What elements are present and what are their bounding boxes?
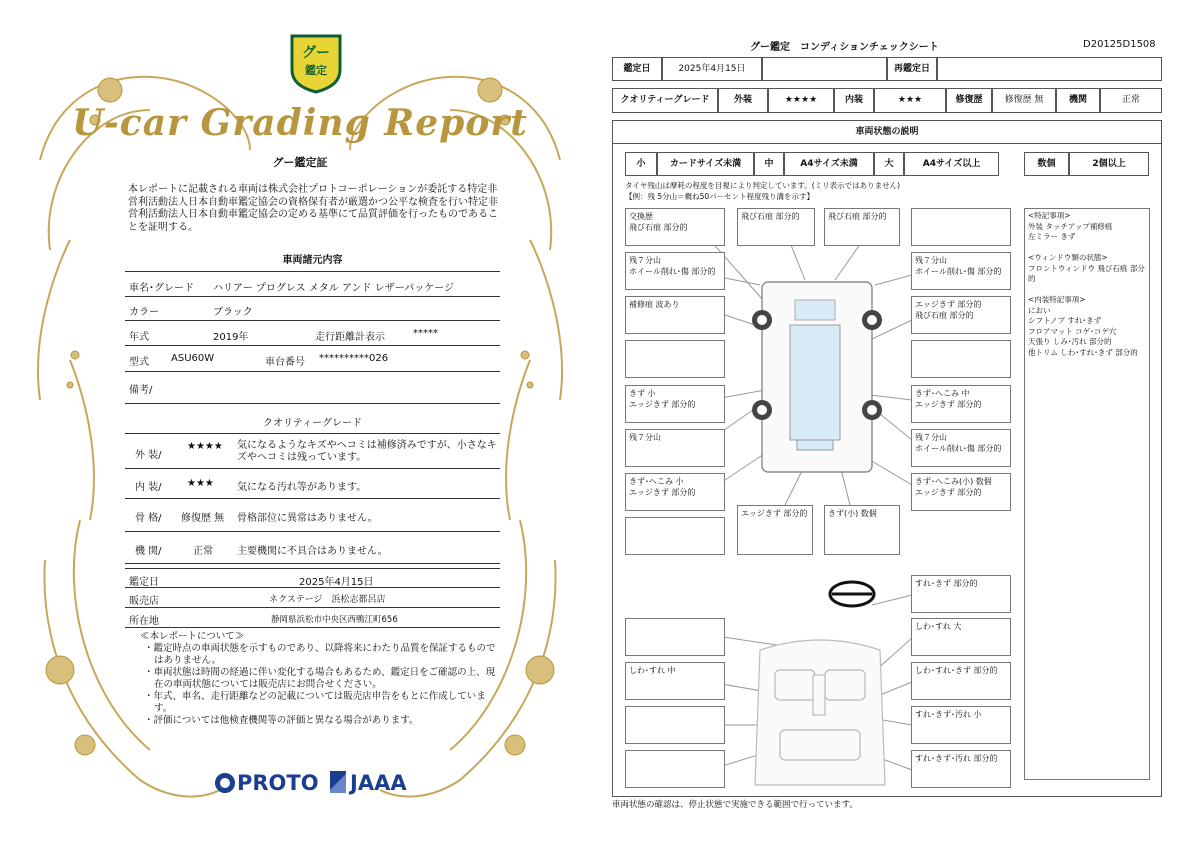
proto-mark-icon [215,773,235,793]
jaaa-logo-text: JAAA [350,771,407,795]
condition-check-sheet [600,0,1200,848]
reinspect-value-cell [937,57,1162,81]
proto-logo [215,771,319,795]
engine-label-cell: 機関 [1056,88,1100,113]
damage-box: 飛び石痕 部分的 [824,208,900,246]
interior-value-cell: ★★★ [874,88,946,113]
grade-row-interior [125,469,500,499]
chassis-value: **********026 [319,353,389,364]
note-item: ・車両状態は時間の経過に伴い変化する場合もあるため、鑑定日をご確認の上、現在の車両状態については販売店にお問合せください。 [144,667,496,690]
spec-row-remarks [125,372,500,404]
date-value-cell: 2025年4月15日 [662,57,762,81]
shop-label: 販売店 [129,596,159,607]
interior-box: しわ･すれ･きず 部分的 [911,662,1011,700]
size-mid-desc: A4サイズ未満 [784,152,874,176]
proto-logo-text: PROTO [237,771,319,795]
spec-heading: 車両諸元内容 [282,255,343,266]
damage-box: 飛び石痕 部分的 [737,208,815,246]
note-item: ・評価については他検査機関等の評価と異なる場合があります。 [144,715,419,726]
interior-box: しわ･すれ 大 [911,618,1011,656]
count-label: 数個 [1024,152,1069,176]
color-value: ブラック [213,307,253,318]
name-label: 車名･グレード [129,283,194,294]
tire-note-2: 【例：残 5分山＝概ね50パーセント程度残り溝を示す】 [625,192,815,201]
repair-label-cell: 修復歴 [946,88,992,113]
color-label: カラー [129,307,159,318]
address-value: 静岡県浜松市中央区西鴨江町656 [271,615,398,625]
mileage-value: ***** [413,328,438,339]
repair-value-cell: 修復歴 無 [992,88,1056,113]
condition-section-title: 車両状態の説明 [612,120,1162,144]
date-label-cell: 鑑定日 [612,57,662,81]
engine-value-cell: 正常 [1100,88,1162,113]
report-title: U-car Grading Report [72,102,528,144]
grade-label-cell: クオリティーグレード [612,88,718,113]
interior-box: すれ･きず･汚れ 部分的 [911,750,1011,788]
mileage-label: 走行距離計表示 [315,332,385,343]
report-notes [140,631,500,727]
jaaa-logo [330,771,407,795]
interior-box [625,750,725,788]
engine-value: 正常 [193,546,213,557]
reinspect-label-cell: 再鑑定日 [887,57,937,81]
interior-label-cell: 内装 [834,88,874,113]
note-item: ・鑑定時点の車両状態を示すものであり、以降将来にわたり品質を保証するものではありません。 [144,643,496,666]
engine-desc: 主要機関に不具合はありません。 [237,546,388,557]
count-desc: 2個以上 [1069,152,1149,176]
size-small-desc: カードサイズ未満 [657,152,754,176]
damage-box: 交換歴 飛び石痕 部分的 [625,208,725,246]
grade-row-engine [125,532,500,564]
info-row-shop [125,588,500,608]
date-label: 鑑定日 [129,577,159,588]
interior-box [625,618,725,656]
exterior-value-cell: ★★★★ [768,88,834,113]
certificate-heading: グー鑑定証 [272,156,328,169]
special-notes-box: <特記事項> 外装 タッチアップ補修痕 左ミラー きず <ウィンドウ類の状態> フロントウィンドウ 飛び石痕 部分的 <内装特記事項> におい シフトノブ すれ･きず フロアマット コゲ･コゲ穴 天張り しみ･汚れ 部分的 他トリム しわ･すれ･きず 部分的 [1024,208,1150,780]
model-label: 型式 [129,357,149,368]
spec-row-name [125,271,500,297]
info-row-date [125,568,500,588]
damage-box [911,340,1011,378]
grade-row-exterior [125,433,500,469]
interior-box [625,706,725,744]
certificate-intro: 本レポートに記載される車両は株式会社プロトコーポレーションが委託する特定非営利活動法人日本自動車鑑定協会の資格保有者が厳選かつ公平な検査を行い特定非営利活動法人日本自動車鑑定協会の定める基準にて品質評価を行ったものであることを証明する。 [128,184,498,233]
date-blank-cell [762,57,887,81]
damage-box: きず･へこみ 中 エッジきず 部分的 [911,385,1011,423]
grade-row-frame [125,499,500,532]
damage-box: きず 小 エッジきず 部分的 [625,385,725,423]
interior-box: すれ･きず･汚れ 小 [911,706,1011,744]
tire-note-1: タイヤ残山は摩耗の程度を目視により判定しています。(ミリ表示ではありません) [625,181,901,190]
damage-box: きず(小) 数個 [824,505,900,555]
frame-label: 骨 格/ [135,513,162,524]
damage-box: 残７分山 ホイール削れ･傷 部分的 [911,252,1011,290]
damage-box: エッジきず 部分的 飛び石痕 部分的 [911,296,1011,334]
damage-box: きず･へこみ(小) 数個 エッジきず 部分的 [911,473,1011,511]
quality-heading: クオリティーグレード [263,418,362,429]
sheet-title: グー鑑定 コンディションチェックシート [750,42,939,53]
size-mid-label: 中 [754,152,784,176]
damage-box: 残７分山 ホイール削れ･傷 部分的 [911,429,1011,467]
spec-row-model [125,346,500,372]
spec-row-color [125,297,500,321]
damage-box: 残７分山 ホイール削れ･傷 部分的 [625,252,725,290]
interior-desc: 気になる汚れ等があります。 [237,482,367,493]
damage-box [625,517,725,555]
jaaa-mark-icon [330,771,346,793]
exterior-label: 外 装/ [135,450,162,461]
exterior-stars: ★★★★ [187,441,223,452]
exterior-label-cell: 外装 [718,88,768,113]
size-small-label: 小 [625,152,657,176]
date-value: 2025年4月15日 [299,577,374,588]
engine-label: 機 関/ [135,546,162,557]
damage-box [625,340,725,378]
info-row-address [125,608,500,628]
remarks-label: 備考/ [129,385,153,396]
model-value: ASU60W [171,353,215,364]
damage-box: きず･へこみ 小 エッジきず 部分的 [625,473,725,511]
size-large-label: 大 [874,152,904,176]
interior-box: すれ･きず 部分的 [911,575,1011,613]
spec-row-year [125,321,500,346]
interior-box: しわ･すれ 中 [625,662,725,700]
interior-stars: ★★★ [187,478,214,489]
shop-value: ネクステージ 浜松志都呂店 [269,595,386,605]
damage-box: エッジきず 部分的 [737,505,813,555]
frame-value: 修復歴 無 [181,513,225,524]
goo-appraisal-badge: グー 鑑定 [288,32,344,94]
name-value: ハリアー プログレス メタル アンド レザーパッケージ [213,283,455,294]
damage-box [911,208,1011,246]
sheet-doc-id: D20125D1508 [1083,39,1156,50]
sheet-footer: 車両状態の確認は、停止状態で実施できる範囲で行っています。 [612,800,858,810]
damage-box: 残７分山 [625,429,725,467]
note-item: ・年式、車名、走行距離などの記載については販売店申告をもとに作成しています。 [144,691,486,714]
exterior-desc: 気になるようなキズやヘコミは補修済みですが、小さなキズやヘコミは残っています。 [237,440,497,463]
year-label: 年式 [129,332,149,343]
frame-desc: 骨格部位に異常はありません。 [237,513,378,524]
address-label: 所在地 [129,616,159,627]
damage-box: 補修痕 波あり [625,296,725,334]
interior-label: 内 装/ [135,482,162,493]
year-value: 2019年 [213,332,249,343]
chassis-label: 車台番号 [265,357,305,368]
notes-title: ≪本レポートについて≫ [140,631,245,642]
size-large-desc: A4サイズ以上 [904,152,999,176]
